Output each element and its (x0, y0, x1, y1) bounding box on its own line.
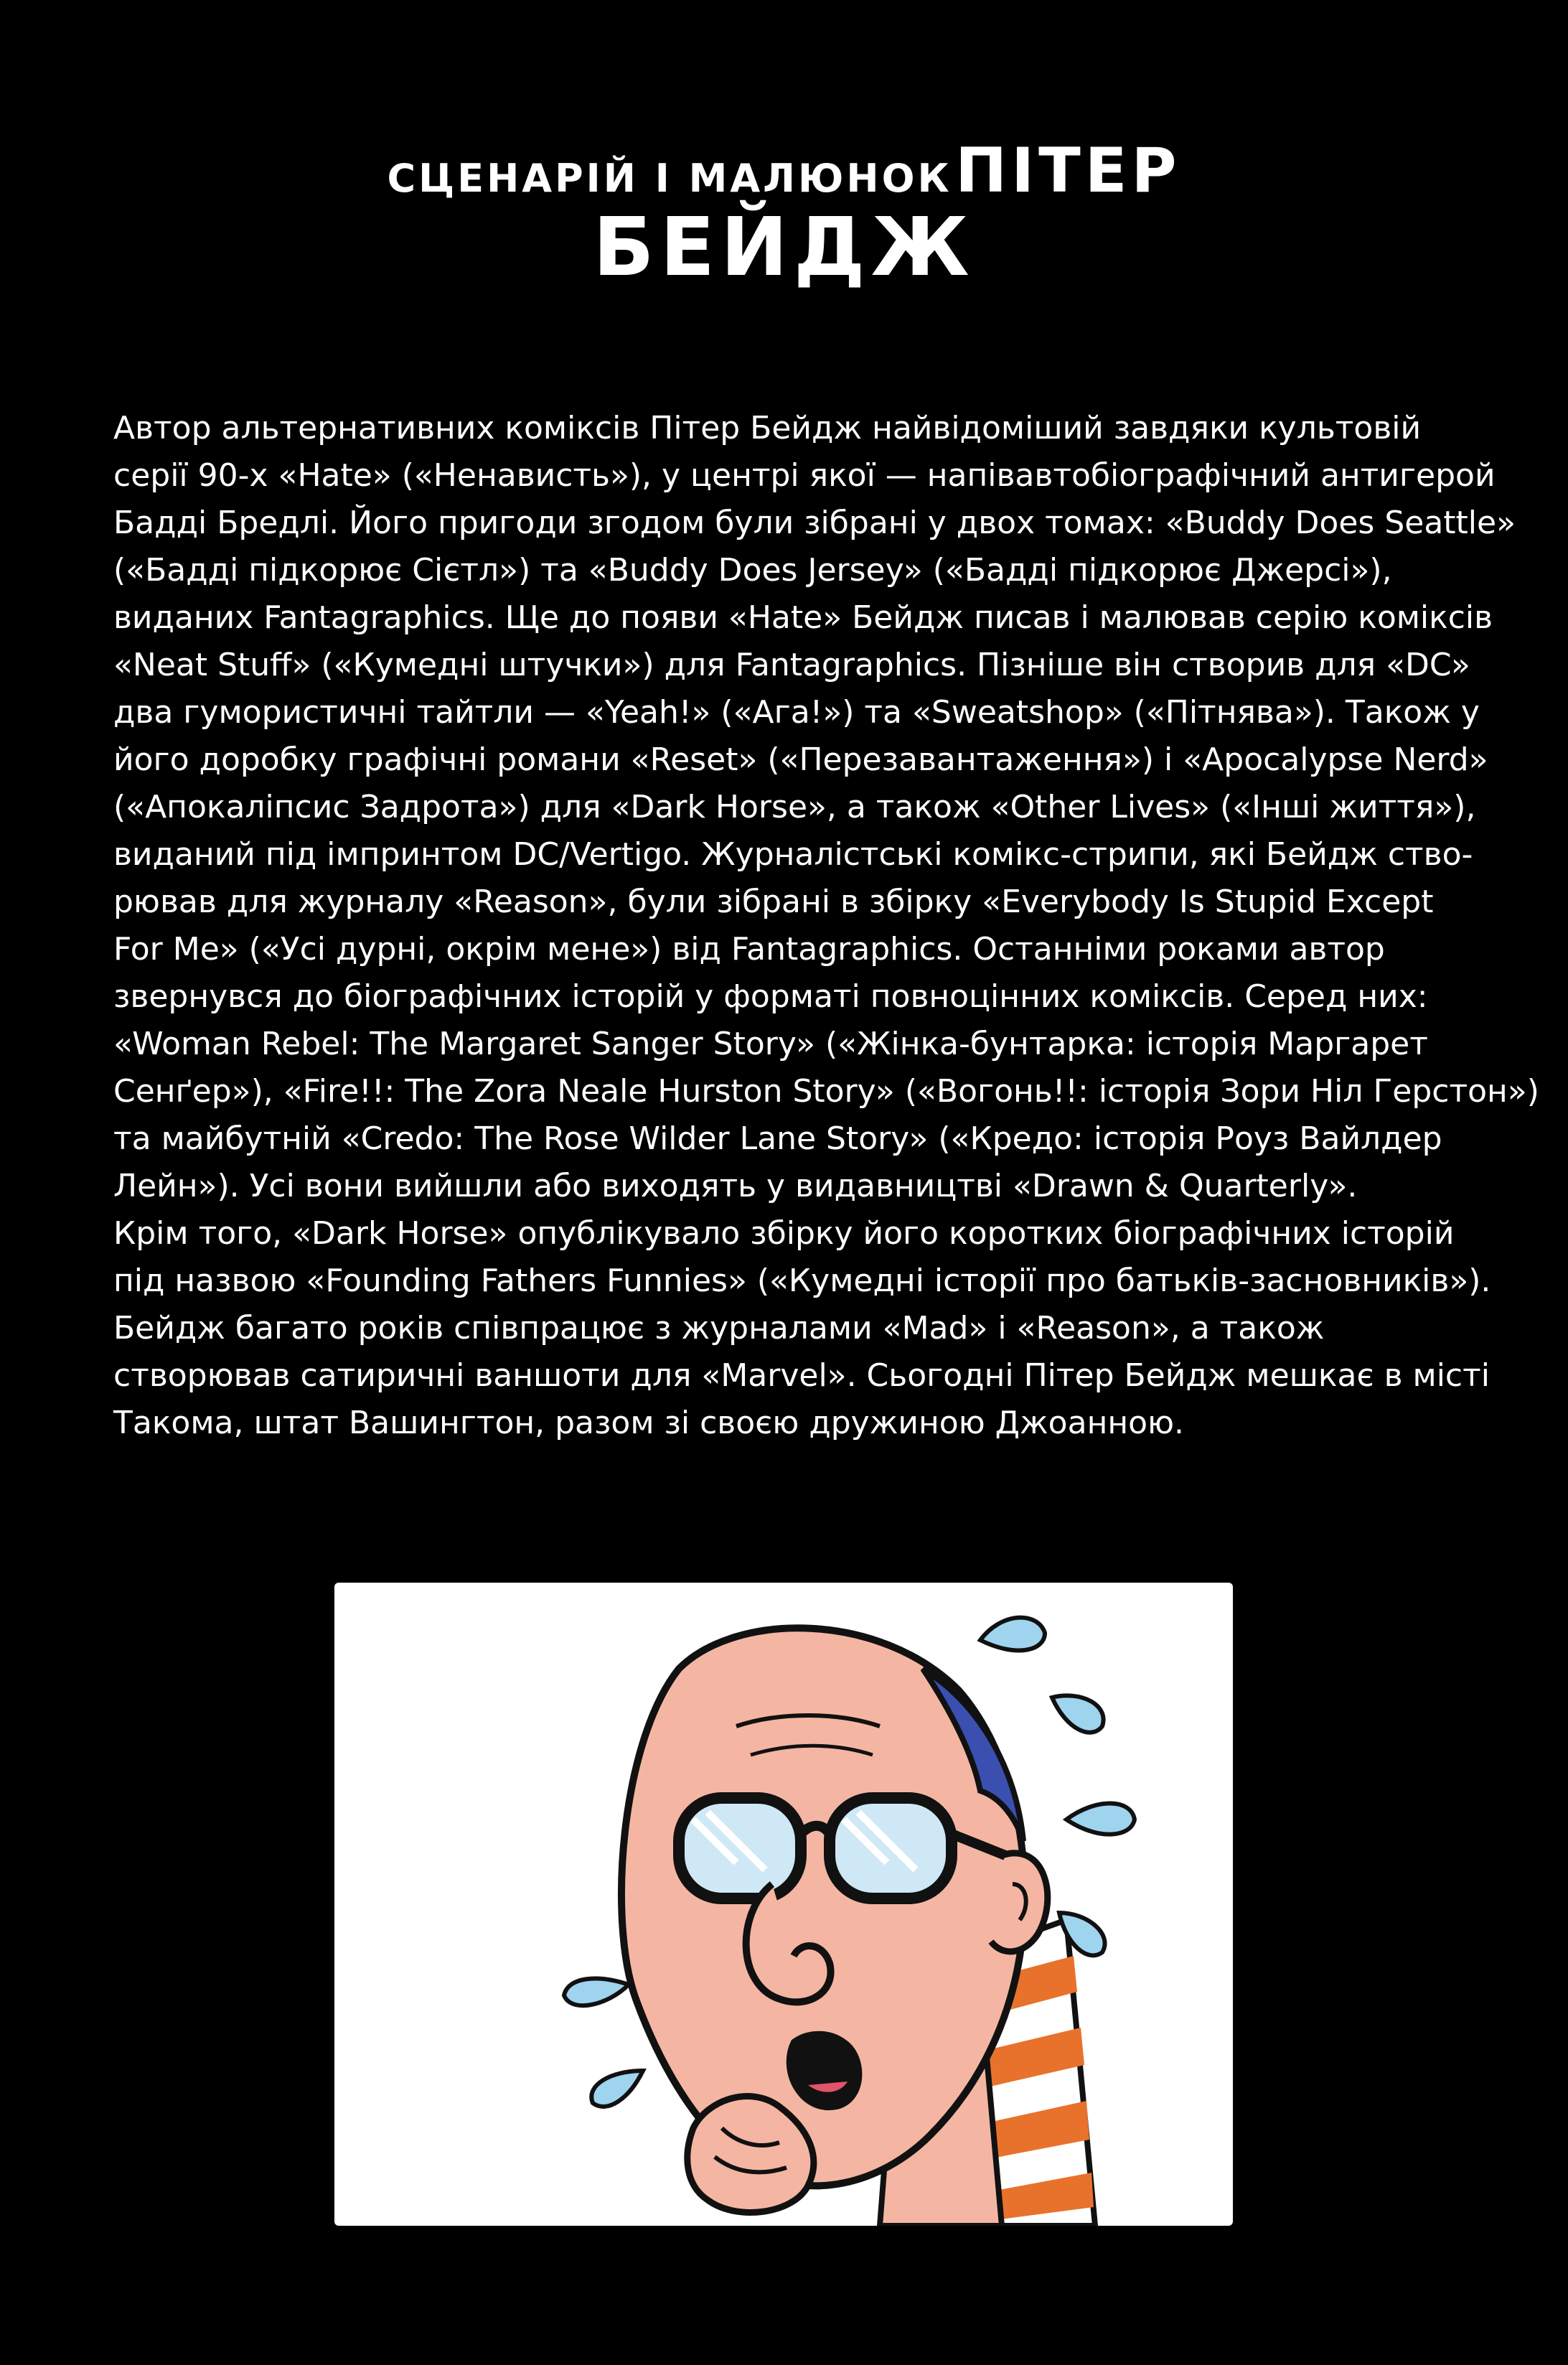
author-first-name: ПІТЕР (955, 135, 1181, 207)
bio-line: Автор альтернативних коміксів Пітер Бейдж найвідоміший завдяки культовій (113, 410, 1422, 446)
open-mouth (789, 2034, 860, 2107)
bio-line: Такома, штат Вашингтон, разом зі своєю дружиною Джоанною. (113, 1405, 1185, 1441)
bio-line: Сенґер»), «Fire!!: The Zora Neale Hurston Story» («Вогонь!!: історія Зори Ніл Герстон») (113, 1073, 1539, 1110)
bio-line: його доробку графічні романи «Reset» («Перезавантаження») і «Apocalypse Nerd» (113, 741, 1488, 778)
bio-line: серії 90-х «Hate» («Ненависть»), у центрі якої — напівавтобіографічний антигерой (113, 457, 1496, 494)
bio-line: «Woman Rebel: The Margaret Sanger Story» («Жінка-бунтарка: історія Маргарет (113, 1026, 1428, 1062)
bio-line: Бадді Бредлі. Його пригоди згодом були зібрані у двох томах: «Buddy Does Seattle» (113, 505, 1516, 541)
bio-line: виданий під імпринтом DC/Vertigo. Журналістські комікс-стрипи, які Бейдж ство- (113, 836, 1473, 873)
bio-line: рював для журналу «Reason», були зібрані в збірку «Everybody Is Stupid Except (113, 884, 1434, 920)
bio-line: та майбутній «Credo: The Rose Wilder Lane Story» («Кредо: історія Роуз Вайлдер (113, 1120, 1442, 1157)
bio-line: («Бадді підкорює Сієтл») та «Buddy Does Jersey» («Бадді підкорює Джерсі»), (113, 552, 1392, 589)
author-title (0, 135, 1568, 294)
cartoon-self-portrait (334, 1583, 1233, 2226)
bio-line: створював сатиричні ваншоти для «Marvel». Сьогодні Пітер Бейдж мешкає в місті (113, 1357, 1490, 1394)
cartoon-portrait-icon (334, 1583, 1233, 2226)
bio-line: Лейн»). Усі вони вийшли або виходять у видавництві «Drawn & Quarterly». (113, 1168, 1358, 1204)
bio-line: Крім того, «Dark Horse» опублікувало збірку його коротких біографічних історій (113, 1215, 1455, 1252)
bio-line: For Me» («Усі дурні, окрім мене») від Fantagraphics. Останніми роками автор (113, 931, 1385, 968)
bio-line: виданих Fantagraphics. Ще до появи «Hate» Бейдж писав і малював серію коміксів (113, 599, 1493, 636)
author-bio (113, 405, 1539, 1447)
bio-line: «Neat Stuff» («Кумедні штучки») для Fantagraphics. Пізніше він створив для «DC» (113, 647, 1470, 683)
credit-line: СЦЕНАРІЙ І МАЛЮНОК (387, 156, 952, 201)
bio-line: Бейдж багато років співпрацює з журналами «Mad» і «Reason», а також (113, 1310, 1325, 1347)
bio-line: («Апокаліпсис Задрота») для «Dark Horse», а також «Other Lives» («Інші життя»), (113, 789, 1476, 825)
title-line-1 (0, 135, 1568, 207)
author-last-name: БЕЙДЖ (593, 201, 975, 294)
bio-line: під назвою «Founding Fathers Funnies» («Кумедні історії про батьків-засновників»). (113, 1263, 1491, 1299)
bio-line: звернувся до біографічних історій у форматі повноцінних коміксів. Серед них: (113, 978, 1428, 1015)
bio-line: два гумористичні тайтли — «Yeah!» («Ага!») та «Sweatshop» («Пітнява»). Також у (113, 694, 1480, 731)
